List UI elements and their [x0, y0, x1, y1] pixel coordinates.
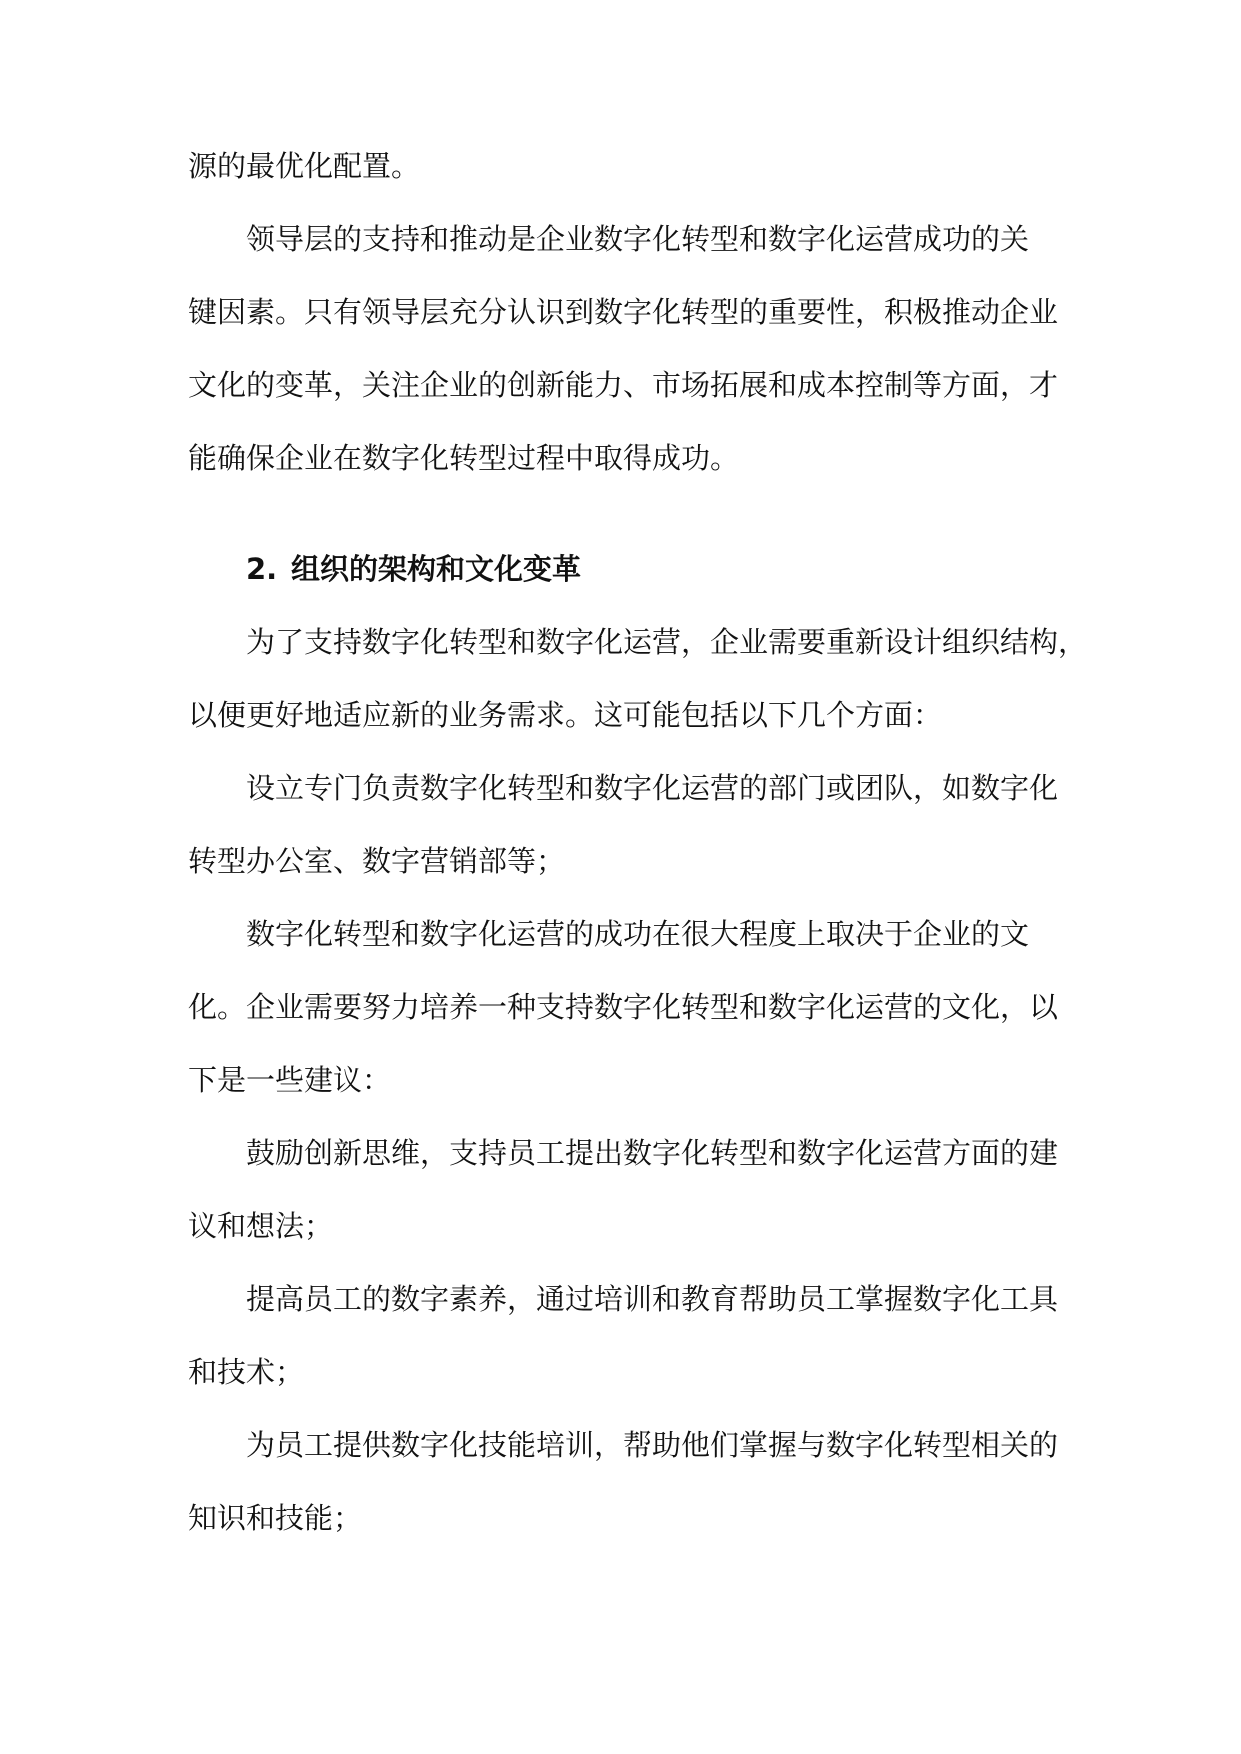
text-line: 数字化转型和数字化运营的成功在很大程度上取决于企业的文: [246, 917, 1030, 951]
text-line: 知识和技能；: [188, 1501, 363, 1535]
paragraph-continuation: [188, 130, 1058, 203]
text-line: 文化的变革，关注企业的创新能力、市场拓展和成本控制等方面，才: [188, 368, 1059, 402]
text-line: 源的最优化配置。: [188, 149, 421, 183]
text-line: 和技术；: [188, 1355, 305, 1389]
text-line: 为员工提供数字化技能培训，帮助他们掌握与数字化转型相关的: [246, 1428, 1059, 1462]
section-heading: [188, 533, 1058, 606]
paragraph-skills-training: [188, 1409, 1058, 1555]
text-line: 鼓励创新思维，支持员工提出数字化转型和数字化运营方面的建: [246, 1136, 1059, 1170]
text-line: 能确保企业在数字化转型过程中取得成功。: [188, 441, 740, 475]
text-line: 以便更好地适应新的业务需求。这可能包括以下几个方面：: [188, 698, 943, 732]
document-body: [188, 130, 1088, 1555]
text-line: 领导层的支持和推动是企业数字化转型和数字化运营成功的关: [246, 222, 1030, 256]
text-line: 设立专门负责数字化转型和数字化运营的部门或团队，如数字化: [246, 771, 1059, 805]
text-line: 议和想法；: [188, 1209, 334, 1243]
text-line: 键因素。只有领导层充分认识到数字化转型的重要性，积极推动企业: [188, 295, 1059, 329]
paragraph-org-structure: [188, 606, 1088, 752]
section-number: 2.: [246, 552, 278, 586]
text-line: 转型办公室、数字营销部等；: [188, 844, 566, 878]
paragraph-dedicated-team: [188, 752, 1058, 898]
text-line: 下是一些建议：: [188, 1063, 392, 1097]
text-line: 为了支持数字化转型和数字化运营，企业需要重新设计组织结构，: [246, 625, 1088, 659]
paragraph-leadership: [188, 203, 1058, 495]
paragraph-digital-literacy: [188, 1263, 1058, 1409]
text-line: 化。企业需要努力培养一种支持数字化转型和数字化运营的文化，以: [188, 990, 1059, 1024]
text-line: 提高员工的数字素养，通过培训和教育帮助员工掌握数字化工具: [246, 1282, 1059, 1316]
paragraph-culture: [188, 898, 1058, 1117]
section-title: 组织的架构和文化变革: [291, 552, 582, 586]
paragraph-innovation: [188, 1117, 1058, 1263]
